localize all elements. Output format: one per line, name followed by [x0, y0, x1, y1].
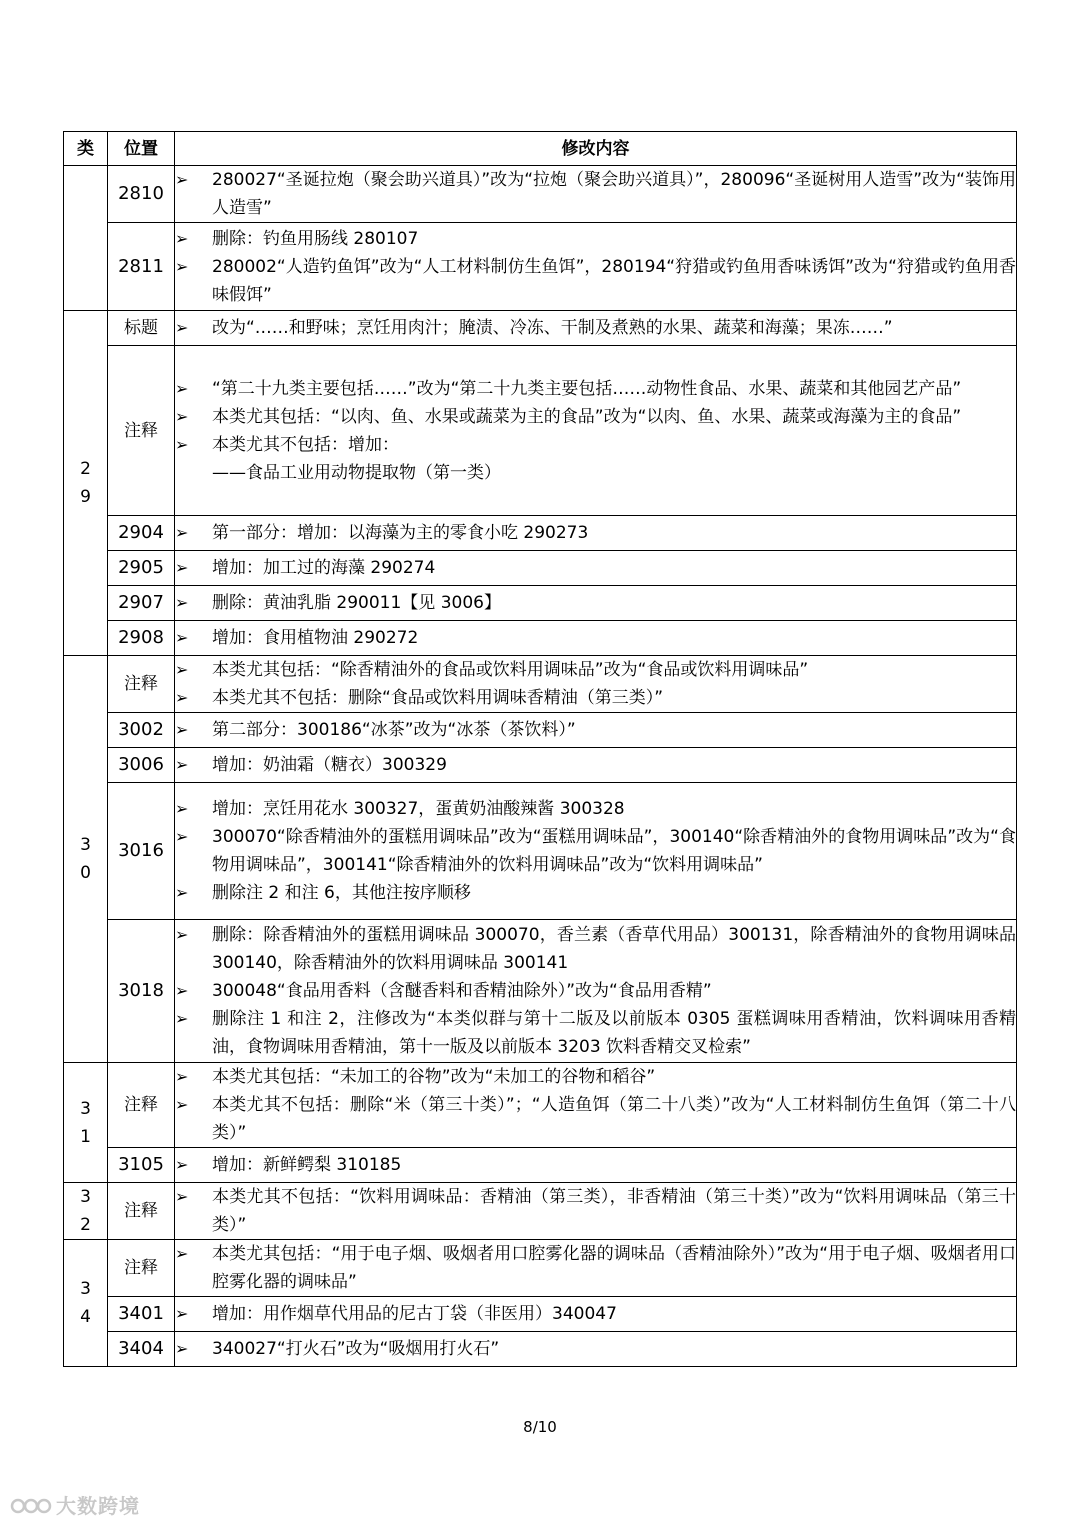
bullet-arrow-icon: ➢ — [175, 1009, 189, 1028]
list-item — [175, 684, 1016, 712]
class-number-cell — [64, 1240, 108, 1367]
content-cell — [175, 1063, 1017, 1148]
table-row — [64, 346, 1017, 516]
content-cell — [175, 783, 1017, 920]
table-row — [64, 1240, 1017, 1297]
bullet-arrow-icon: ➢ — [175, 925, 189, 944]
bullet-arrow-icon: ➢ — [175, 755, 189, 774]
table-header-row — [64, 132, 1017, 166]
bullet-arrow-icon: ➢ — [175, 1304, 189, 1323]
list-item — [175, 589, 1016, 617]
content-cell — [175, 621, 1017, 656]
bullet-arrow-icon: ➢ — [175, 1155, 189, 1174]
class-number-cell — [64, 1183, 108, 1240]
item-text: 删除注 2 和注 6，其他注按序顺移 — [212, 883, 471, 903]
bullet-arrow-icon: ➢ — [175, 628, 189, 647]
bullet-arrow-icon: ➢ — [175, 558, 189, 577]
list-item — [175, 879, 1016, 907]
table-row — [64, 516, 1017, 551]
list-item — [175, 656, 1016, 684]
header-class: 类 — [64, 132, 108, 166]
class-digit: 3 — [80, 1187, 91, 1207]
bullet-arrow-icon: ➢ — [175, 660, 189, 679]
class-digit: 4 — [80, 1307, 91, 1327]
bullet-arrow-icon: ➢ — [175, 688, 189, 707]
list-item — [175, 921, 1016, 977]
content-cell — [175, 586, 1017, 621]
class-cell-empty — [64, 166, 108, 311]
brand-logo-icon — [10, 1494, 52, 1516]
bullet-arrow-icon: ➢ — [175, 170, 189, 189]
list-item-continuation — [175, 459, 1016, 487]
item-text: 本类尤其不包括：“饮料用调味品：香精油（第三类），非香精油（第三十类）”改为“饮料用调味品（第三十类）” — [212, 1187, 1016, 1235]
table-row — [64, 713, 1017, 748]
table-row — [64, 1332, 1017, 1367]
header-position: 位置 — [108, 132, 175, 166]
content-cell — [175, 748, 1017, 783]
bullet-arrow-icon: ➢ — [175, 523, 189, 542]
list-item — [175, 519, 1016, 547]
item-text: 本类尤其包括：“未加工的谷物”改为“未加工的谷物和稻谷” — [212, 1067, 656, 1087]
bullet-arrow-icon: ➢ — [175, 827, 189, 846]
list-item — [175, 253, 1016, 309]
position-cell: 注释 — [108, 656, 175, 713]
list-item — [175, 716, 1016, 744]
position-cell: 3404 — [108, 1332, 175, 1367]
content-cell — [175, 223, 1017, 311]
position-cell: 3006 — [108, 748, 175, 783]
bullet-arrow-icon: ➢ — [175, 1095, 189, 1114]
table-row — [64, 166, 1017, 223]
item-text: 280002“人造钓鱼饵”改为“人工材料制仿生鱼饵”，280194“狩猎或钓鱼用香味诱饵”改为“狩猎或钓鱼用香味假饵” — [212, 256, 1016, 305]
bullet-arrow-icon: ➢ — [175, 720, 189, 739]
position-cell: 3105 — [108, 1148, 175, 1183]
list-item — [175, 375, 1016, 403]
bullet-arrow-icon: ➢ — [175, 981, 189, 1000]
list-item — [175, 431, 1016, 459]
item-text: 删除：钓鱼用肠线 280107 — [212, 228, 419, 249]
item-text: 增加：加工过的海藻 290274 — [212, 558, 436, 578]
bullet-arrow-icon: ➢ — [175, 1244, 189, 1263]
bullet-arrow-icon: ➢ — [175, 256, 189, 276]
content-cell — [175, 311, 1017, 346]
item-text: 删除：黄油乳脂 290011【见 3006】 — [212, 593, 501, 613]
item-text: 本类尤其不包括：增加： — [212, 434, 399, 455]
content-cell — [175, 1148, 1017, 1183]
list-item — [175, 1183, 1016, 1239]
position-cell: 3018 — [108, 920, 175, 1063]
bullet-arrow-icon: ➢ — [175, 318, 189, 337]
table-row — [64, 1148, 1017, 1183]
item-text: 删除注 1 和注 2，注修改为“本类似群与第十二版及以前版本 0305 蛋糕调味用香精油，饮料调味用香精油，食物调味用香精油，第十一版及以前版本 3203 饮料香精交叉检索” — [212, 1009, 1016, 1057]
item-text: 本类尤其包括：“以肉、鱼、水果或蔬菜为主的食品”改为“以肉、鱼、水果、蔬菜或海藻为主的食品” — [212, 406, 962, 427]
item-text: 删除：除香精油外的蛋糕用调味品 300070，香兰素（香草代用品）300131，除香精油外的食物用调味品 300140，除香精油外的饮料用调味品 300141 — [212, 925, 1016, 973]
position-cell: 注释 — [108, 1240, 175, 1297]
content-cell — [175, 1297, 1017, 1332]
table-row — [64, 311, 1017, 346]
item-text: 340027“打火石”改为“吸烟用打火石” — [212, 1339, 500, 1359]
table-row — [64, 748, 1017, 783]
item-text: 增加：新鲜鳄梨 310185 — [212, 1155, 402, 1175]
class-number-cell — [64, 656, 108, 1063]
position-cell: 2907 — [108, 586, 175, 621]
list-item — [175, 225, 1016, 253]
class-digit: 9 — [80, 487, 91, 507]
class-number-cell — [64, 1063, 108, 1183]
bullet-arrow-icon: ➢ — [175, 406, 189, 426]
class-digit: 1 — [80, 1126, 91, 1147]
item-text: 本类尤其包括：“除香精油外的食品或饮料用调味品”改为“食品或饮料用调味品” — [212, 660, 809, 680]
class-digit: 3 — [80, 1279, 91, 1299]
list-item — [175, 314, 1016, 342]
table-row — [64, 551, 1017, 586]
content-cell — [175, 1332, 1017, 1367]
item-text: 改为“……和野味；烹饪用肉汁；腌渍、冷冻、干制及煮熟的水果、蔬菜和海藻；果冻……” — [212, 318, 893, 338]
list-item — [175, 751, 1016, 779]
content-cell — [175, 1183, 1017, 1240]
table-row — [64, 1063, 1017, 1148]
item-text: “第二十九类主要包括……”改为“第二十九类主要包括……动物性食品、水果、蔬菜和其他园艺产品” — [212, 378, 962, 399]
list-item — [175, 1005, 1016, 1061]
bullet-arrow-icon: ➢ — [175, 1339, 189, 1358]
position-cell: 2811 — [108, 223, 175, 311]
table-body — [64, 166, 1017, 1367]
content-cell — [175, 516, 1017, 551]
table-row — [64, 1297, 1017, 1332]
position-cell: 2904 — [108, 516, 175, 551]
item-text: ——食品工业用动物提取物（第一类） — [212, 462, 501, 483]
table-row — [64, 1183, 1017, 1240]
class-digit: 0 — [80, 863, 91, 883]
item-text: 增加：用作烟草代用品的尼古丁袋（非医用）340047 — [212, 1304, 617, 1324]
position-cell: 2908 — [108, 621, 175, 656]
position-cell: 2810 — [108, 166, 175, 223]
content-cell — [175, 713, 1017, 748]
list-item — [175, 554, 1016, 582]
item-text: 第一部分：增加：以海藻为主的零食小吃 290273 — [212, 523, 589, 543]
watermark — [10, 1490, 140, 1519]
bullet-arrow-icon: ➢ — [175, 378, 189, 398]
position-cell: 注释 — [108, 1063, 175, 1148]
position-cell: 3002 — [108, 713, 175, 748]
item-text: 增加：奶油霜（糖衣）300329 — [212, 755, 447, 775]
item-text: 增加：食用植物油 290272 — [212, 628, 419, 648]
class-digit: 3 — [80, 835, 91, 855]
list-item — [175, 1151, 1016, 1179]
position-cell: 注释 — [108, 1183, 175, 1240]
amendment-table — [63, 131, 1017, 1367]
bullet-arrow-icon: ➢ — [175, 1187, 189, 1206]
list-item — [175, 624, 1016, 652]
bullet-arrow-icon: ➢ — [175, 593, 189, 612]
list-item — [175, 1300, 1016, 1328]
bullet-arrow-icon: ➢ — [175, 799, 189, 818]
list-item — [175, 1240, 1016, 1296]
table-row — [64, 656, 1017, 713]
position-cell: 2905 — [108, 551, 175, 586]
class-digit: 2 — [80, 1215, 91, 1235]
class-digit: 3 — [80, 1098, 91, 1119]
table-row — [64, 621, 1017, 656]
list-item — [175, 823, 1016, 879]
item-text: 300048“食品用香料（含醚香料和香精油除外）”改为“食品用香精” — [212, 981, 712, 1001]
watermark-text: 大数跨境 — [56, 1494, 140, 1518]
list-item — [175, 977, 1016, 1005]
class-digit: 2 — [80, 459, 91, 479]
table-row — [64, 223, 1017, 311]
item-text: 增加：烹饪用花水 300327，蛋黄奶油酸辣酱 300328 — [212, 799, 625, 819]
position-cell: 标题 — [108, 311, 175, 346]
content-cell — [175, 920, 1017, 1063]
item-text: 本类尤其不包括：删除“食品或饮料用调味香精油（第三类）” — [212, 688, 664, 708]
list-item — [175, 1063, 1016, 1091]
list-item — [175, 1091, 1016, 1147]
table-row — [64, 920, 1017, 1063]
bullet-arrow-icon: ➢ — [175, 1067, 189, 1086]
list-item — [175, 795, 1016, 823]
content-cell — [175, 1240, 1017, 1297]
content-cell — [175, 656, 1017, 713]
list-item — [175, 1335, 1016, 1363]
content-cell — [175, 166, 1017, 223]
table-row — [64, 586, 1017, 621]
list-item — [175, 403, 1016, 431]
position-cell: 3016 — [108, 783, 175, 920]
bullet-arrow-icon: ➢ — [175, 228, 189, 248]
class-number-cell — [64, 311, 108, 656]
content-cell — [175, 346, 1017, 516]
position-cell: 3401 — [108, 1297, 175, 1332]
page-number: 8/10 — [523, 1418, 557, 1436]
header-content: 修改内容 — [175, 132, 1017, 166]
content-cell — [175, 551, 1017, 586]
list-item — [175, 166, 1016, 222]
item-text: 第二部分：300186“冰茶”改为“冰茶（茶饮料）” — [212, 720, 576, 740]
bullet-arrow-icon: ➢ — [175, 434, 189, 454]
item-text: 280027“圣诞拉炮（聚会助兴道具）”改为“拉炮（聚会助兴道具）”，280096“圣诞树用人造雪”改为“装饰用人造雪” — [212, 170, 1016, 218]
item-text: 本类尤其包括：“用于电子烟、吸烟者用口腔雾化器的调味品（香精油除外）”改为“用于电子烟、吸烟者用口腔雾化器的调味品” — [212, 1244, 1016, 1292]
table-row — [64, 783, 1017, 920]
bullet-arrow-icon: ➢ — [175, 883, 189, 902]
position-cell: 注释 — [108, 346, 175, 516]
item-text: 本类尤其不包括：删除“米（第三十类）”；“人造鱼饵（第二十八类）”改为“人工材料制仿生鱼饵（第二十八类）” — [212, 1095, 1016, 1143]
item-text: 300070“除香精油外的蛋糕用调味品”改为“蛋糕用调味品”，300140“除香精油外的食物用调味品”改为“食物用调味品”，300141“除香精油外的饮料用调味品”改为“饮料用调味品” — [212, 827, 1016, 875]
